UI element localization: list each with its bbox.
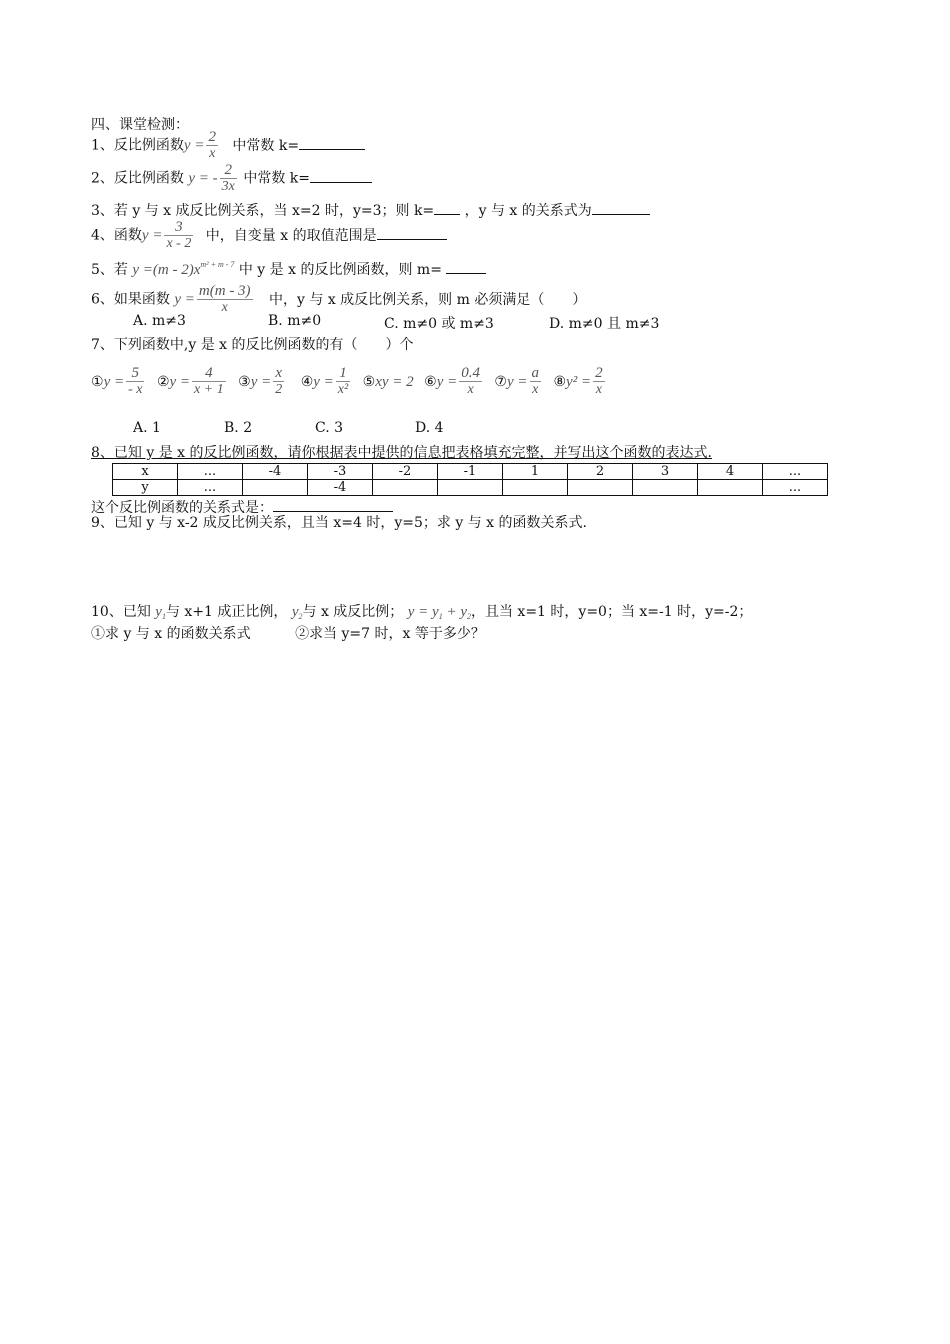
option-d[interactable]: D. 4 [415,420,444,436]
item-3: ③y = $\frac{x}{2}$ [238,365,283,397]
table-cell: 1 [503,464,568,480]
answer-blank[interactable] [446,259,486,274]
table-cell: y [113,480,178,496]
table-cell: -4 [308,480,373,496]
table-cell: ... [763,464,828,480]
table-cell: 2 [568,464,633,480]
table-cell: x [113,464,178,480]
question-4: 4、函数y = $\frac{3}{x - 2}$ 中，自变量 x 的取值范围是 [91,220,447,251]
fraction: $\frac{m(m - 3)}{x}$ [198,283,251,315]
question-7: 7、下列函数中,y 是 x 的反比例函数的有（ ）个 [91,337,414,353]
item-5: ⑤xy = 2 [362,373,414,390]
item-1: ①y = $\frac{5}{- x}$ [91,365,143,397]
question-10: 10、已知 $y_1$与 x+1 成正比例， $y_2$与 x 成反比例； $y = y_1 + y_2$，且当 x=1 时，y=0；当 x=-1 时，y=-2； [91,604,753,621]
answer-blank[interactable] [434,200,460,215]
question-5: 5、若 $y =(m - 2)x^{m^2 + m - 7}$ 中 y 是 x 的反比例函数，则 m= [91,256,486,279]
question-1: 1、反比例函数y = $\frac{2}{x}$ 中常数 k= [91,130,365,161]
table-cell: ... [178,480,243,496]
item-8: ⑧y² = $\frac{2}{x}$ [553,365,603,397]
table-row-y [113,480,828,496]
option-c[interactable]: C. 3 [315,420,344,436]
option-b[interactable]: B. m≠0 [268,313,322,329]
fraction: $\frac{2}{x}$ [208,129,216,161]
question-3: 3、若 y 与 x 成反比例关系，当 x=2 时，y=3；则 k= ，y 与 x 的关系式为 [91,200,650,220]
option-c[interactable]: C. m≠0 或 m≠3 [384,316,494,332]
option-b[interactable]: B. 2 [224,420,253,436]
table-cell[interactable] [698,480,763,496]
answer-blank[interactable] [377,225,447,240]
table-cell: ... [178,464,243,480]
section-title: 四、课堂检测： [91,117,189,133]
table-row-x [113,464,828,480]
question-2: 2、反比例函数 y = - $\frac{2}{3x}$ 中常数 k= [91,163,372,194]
table-cell: -3 [308,464,373,480]
table-cell: ... [763,480,828,496]
answer-blank[interactable] [310,168,372,183]
question-9: 9、已知 y 与 x-2 成反比例关系，且当 x=4 时，y=5；求 y 与 x 的函数关系式. [91,515,587,531]
function-list [91,366,607,397]
question-8: 8、已知 y 是 x 的反比例函数，请你根据表中提供的信息把表格填充完整，并写出这个函数的表达式. [91,445,712,461]
table-cell: -1 [438,464,503,480]
table-cell[interactable] [568,480,633,496]
item-2: ②y = $\frac{4}{x + 1}$ [156,365,224,397]
table-cell[interactable] [633,480,698,496]
question-6: 6、如果函数 y = $\frac{m(m - 3)}{x}$ 中，y 与 x 成反比例关系，则 m 必须满足（ ） [91,283,587,315]
item-7: ⑦y = $\frac{a}{x}$ [494,365,540,397]
answer-blank[interactable] [592,200,650,215]
item-4: ④y = $\frac{1}{\text{x²}}$ [300,365,349,397]
table-cell: -2 [373,464,438,480]
value-table [112,463,828,496]
table-cell: 3 [633,464,698,480]
table-cell[interactable] [438,480,503,496]
question-10-sub: ①求 y 与 x 的函数关系式 ②求当 y=7 时，x 等于多少？ [91,626,485,642]
table-cell[interactable] [243,480,308,496]
option-a[interactable]: A. m≠3 [133,313,186,329]
fraction: $\frac{3}{x - 2}$ [166,219,192,251]
option-a[interactable]: A. 1 [133,420,161,436]
answer-blank[interactable] [299,135,365,150]
option-d[interactable]: D. m≠0 且 m≠3 [549,316,660,332]
table-cell[interactable] [503,480,568,496]
fraction: $\frac{2}{3x}$ [221,162,235,194]
table-cell: -4 [243,464,308,480]
answer-line: 这个反比例函数的关系式是： [91,497,393,517]
table-cell: 4 [698,464,763,480]
item-6: ⑥y = $\frac{0.4}{x}$ [424,365,480,397]
answer-blank[interactable] [273,497,393,512]
table-cell[interactable] [373,480,438,496]
